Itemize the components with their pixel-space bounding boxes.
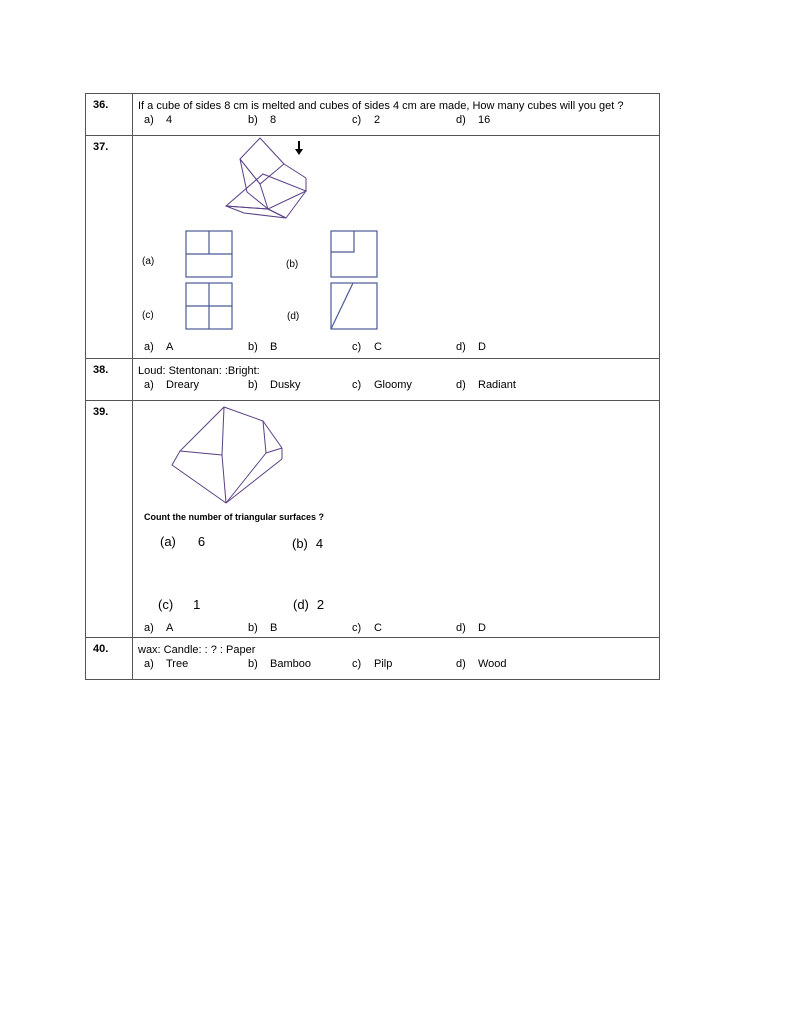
question-body	[133, 359, 660, 401]
option-a: a) A	[144, 622, 174, 634]
option-c: c) Gloomy	[352, 379, 412, 391]
question-text: If a cube of sides 8 cm is melted and cubes of sides 4 cm are made, How many cubes will you get ?	[138, 100, 624, 112]
questions-table	[85, 93, 660, 680]
question-text: Loud: Stentonan: :Bright:	[138, 365, 260, 377]
figure-prompt: Count the number of triangular surfaces ?	[144, 512, 325, 522]
figure-37	[138, 136, 659, 340]
question-number: 37.	[86, 136, 133, 359]
figure-39	[138, 401, 659, 621]
option-c: c) C	[352, 622, 382, 634]
option-a: a) Dreary	[144, 379, 200, 391]
option-d: d) 16	[456, 114, 491, 126]
question-body	[133, 401, 660, 638]
question-number: 36.	[86, 94, 133, 136]
choice-label-d: (d)	[287, 311, 300, 322]
option-b: b) 8	[248, 114, 277, 126]
option-b: b) B	[248, 622, 278, 634]
choice-label-a: (a)	[142, 256, 155, 267]
question-body	[133, 94, 660, 136]
option-a: a) Tree	[144, 658, 189, 670]
question-row-37	[86, 136, 660, 359]
option-c: c) 2	[352, 114, 381, 126]
options-row	[138, 657, 659, 673]
question-body	[133, 136, 660, 359]
question-row-39	[86, 401, 660, 638]
figure-choice-b: (b) 4	[292, 536, 324, 551]
question-text: wax: Candle: : ? : Paper	[138, 644, 256, 656]
option-a: a) A	[144, 341, 174, 353]
question-body	[133, 638, 660, 680]
choice-label-c: (c)	[142, 310, 154, 321]
question-row-40	[86, 638, 660, 680]
option-b: b) Bamboo	[248, 658, 311, 670]
option-b: b) Dusky	[248, 379, 301, 391]
option-d: d) Wood	[456, 658, 507, 670]
options-row	[138, 378, 659, 394]
question-row-36	[86, 94, 660, 136]
figure-choice-c: (c) 1	[158, 597, 201, 612]
options-row	[138, 621, 659, 637]
option-a: a) 4	[144, 114, 173, 126]
polyhedron-figure	[138, 401, 338, 511]
options-row	[138, 113, 659, 129]
option-c: c) Pilp	[352, 658, 393, 670]
figure-choice-a: (a) 6	[160, 534, 206, 549]
question-number: 38.	[86, 359, 133, 401]
question-row-38	[86, 359, 660, 401]
option-c: c) C	[352, 341, 382, 353]
figure-choice-d: (d) 2	[293, 597, 325, 612]
choice-label-b: (b)	[286, 259, 299, 270]
question-number: 39.	[86, 401, 133, 638]
option-d: d) D	[456, 622, 486, 634]
option-d: d) Radiant	[456, 379, 516, 391]
folded-cube-figure	[138, 136, 388, 340]
option-d: d) D	[456, 341, 486, 353]
option-b: b) B	[248, 341, 278, 353]
options-row	[138, 340, 659, 356]
question-number: 40.	[86, 638, 133, 680]
